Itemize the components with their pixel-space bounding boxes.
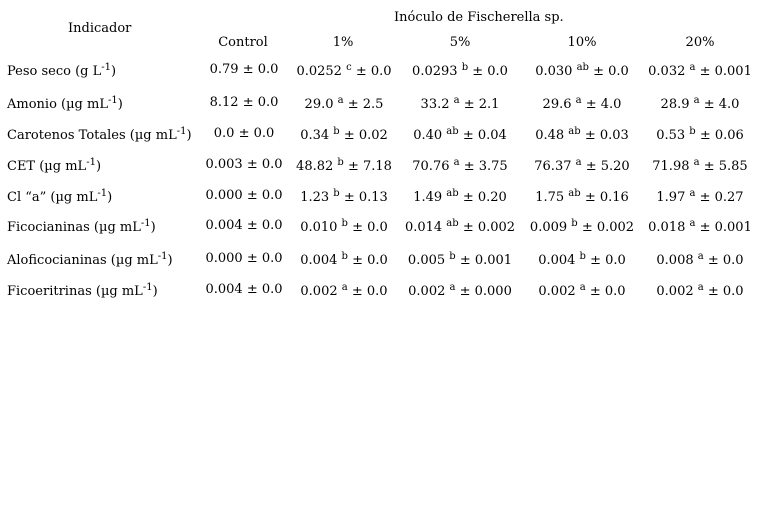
table-cell: 0.40 $^{ab}$ ± 0.04: [413, 126, 507, 143]
table-row: [0, 282, 763, 312]
table-cell: 71.98 $^a$ ± 5.85: [652, 157, 748, 174]
table-cell: 0.0293 $^b$ ± 0.0: [412, 62, 508, 79]
table-cell: 0.004 ± 0.0: [205, 218, 283, 233]
indicator-label: Ficoeritrinas (µg $mL^{-1}$): [7, 282, 158, 299]
table-row: [0, 62, 763, 92]
table-cell: 0.48 $^{ab}$ ± 0.03: [535, 126, 629, 143]
table-row: [0, 95, 763, 125]
table-cell: 0.010 $^b$ ± 0.0: [300, 218, 388, 235]
indicator-header: Indicador: [68, 21, 132, 36]
indicator-label: Aloficocianinas (µg $mL^{-1}$): [7, 251, 173, 268]
table-cell: 0.003 ± 0.0: [205, 157, 283, 172]
column-header-5pct: 5%: [449, 35, 471, 50]
table-cell: 0.002 $^a$ ± 0.000: [408, 282, 512, 299]
table-row: [0, 218, 763, 248]
table-cell: 1.49 $^{ab}$ ± 0.20: [413, 188, 507, 205]
table-cell: 0.005 $^b$ ± 0.001: [407, 251, 513, 268]
table-row: [0, 188, 763, 218]
table-cell: 0.34 $^b$ ± 0.02: [300, 126, 388, 143]
table-cell: 8.12 ± 0.0: [209, 95, 279, 110]
indicator-label: Amonio (µg $mL^{-1}$): [7, 95, 123, 112]
column-header-1pct: 1%: [332, 35, 354, 50]
table-cell: 1.97 $^a$ ± 0.27: [656, 188, 744, 205]
table-cell: 76.37 $^a$ ± 5.20: [534, 157, 630, 174]
column-header-10pct: 10%: [567, 35, 597, 50]
table-cell: 0.030 $^{ab}$ ± 0.0: [535, 62, 629, 79]
table-cell: 0.009 $^b$ ± 0.002: [529, 218, 635, 235]
table-cell: 0.0252 $^c$ ± 0.0: [296, 62, 392, 79]
table-cell: 1.75 $^{ab}$ ± 0.16: [535, 188, 629, 205]
table-cell: 0.004 $^b$ ± 0.0: [300, 251, 388, 268]
indicator-label: Ficocianinas (µg $mL^{-1}$): [7, 218, 156, 235]
table-row: [0, 157, 763, 187]
table-cell: 70.76 $^a$ ± 3.75: [412, 157, 508, 174]
table-cell: 0.000 ± 0.0: [205, 251, 283, 266]
table-cell: 0.002 $^a$ ± 0.0: [656, 282, 744, 299]
table-cell: 0.000 ± 0.0: [205, 188, 283, 203]
table-cell: 29.0 $^a$ ± 2.5: [304, 95, 384, 112]
table-cell: 0.018 $^a$ ± 0.001: [648, 218, 752, 235]
column-header-control: Control: [218, 35, 268, 50]
table-row: [0, 251, 763, 281]
inoculum-group-header: Inóculo de Fischerella sp.: [394, 10, 564, 25]
table-cell: 48.82 $^b$ ± 7.18: [296, 157, 392, 174]
table-cell: 29.6 $^a$ ± 4.0: [542, 95, 622, 112]
table-cell: 0.004 $^b$ ± 0.0: [538, 251, 626, 268]
table-cell: 0.004 ± 0.0: [205, 282, 283, 297]
table-cell: 0.53 $^b$ ± 0.06: [656, 126, 744, 143]
table-cell: 1.23 $^b$ ± 0.13: [300, 188, 388, 205]
indicator-label: Cl “a” (µg $mL^{-1}$): [7, 188, 113, 205]
table-cell: 28.9 $^a$ ± 4.0: [660, 95, 740, 112]
table-cell: 0.002 $^a$ ± 0.0: [300, 282, 388, 299]
table-cell: 33.2 $^a$ ± 2.1: [420, 95, 500, 112]
indicator-label: Peso seco (g $L^{-1}$): [7, 62, 117, 79]
table-cell: 0.014 $^{ab}$ ± 0.002: [404, 218, 516, 235]
table-cell: 0.002 $^a$ ± 0.0: [538, 282, 626, 299]
table-cell: 0.008 $^a$ ± 0.0: [656, 251, 744, 268]
table-cell: 0.0 ± 0.0: [213, 126, 275, 141]
indicator-label: CET (µg $mL^{-1}$): [7, 157, 102, 174]
table-cell: 0.79 ± 0.0: [209, 62, 279, 77]
indicator-label: Carotenos Totales (µg $mL^{-1}$): [7, 126, 192, 143]
table-row: [0, 126, 763, 156]
table-cell: 0.032 $^a$ ± 0.001: [648, 62, 752, 79]
column-header-20pct: 20%: [685, 35, 715, 50]
